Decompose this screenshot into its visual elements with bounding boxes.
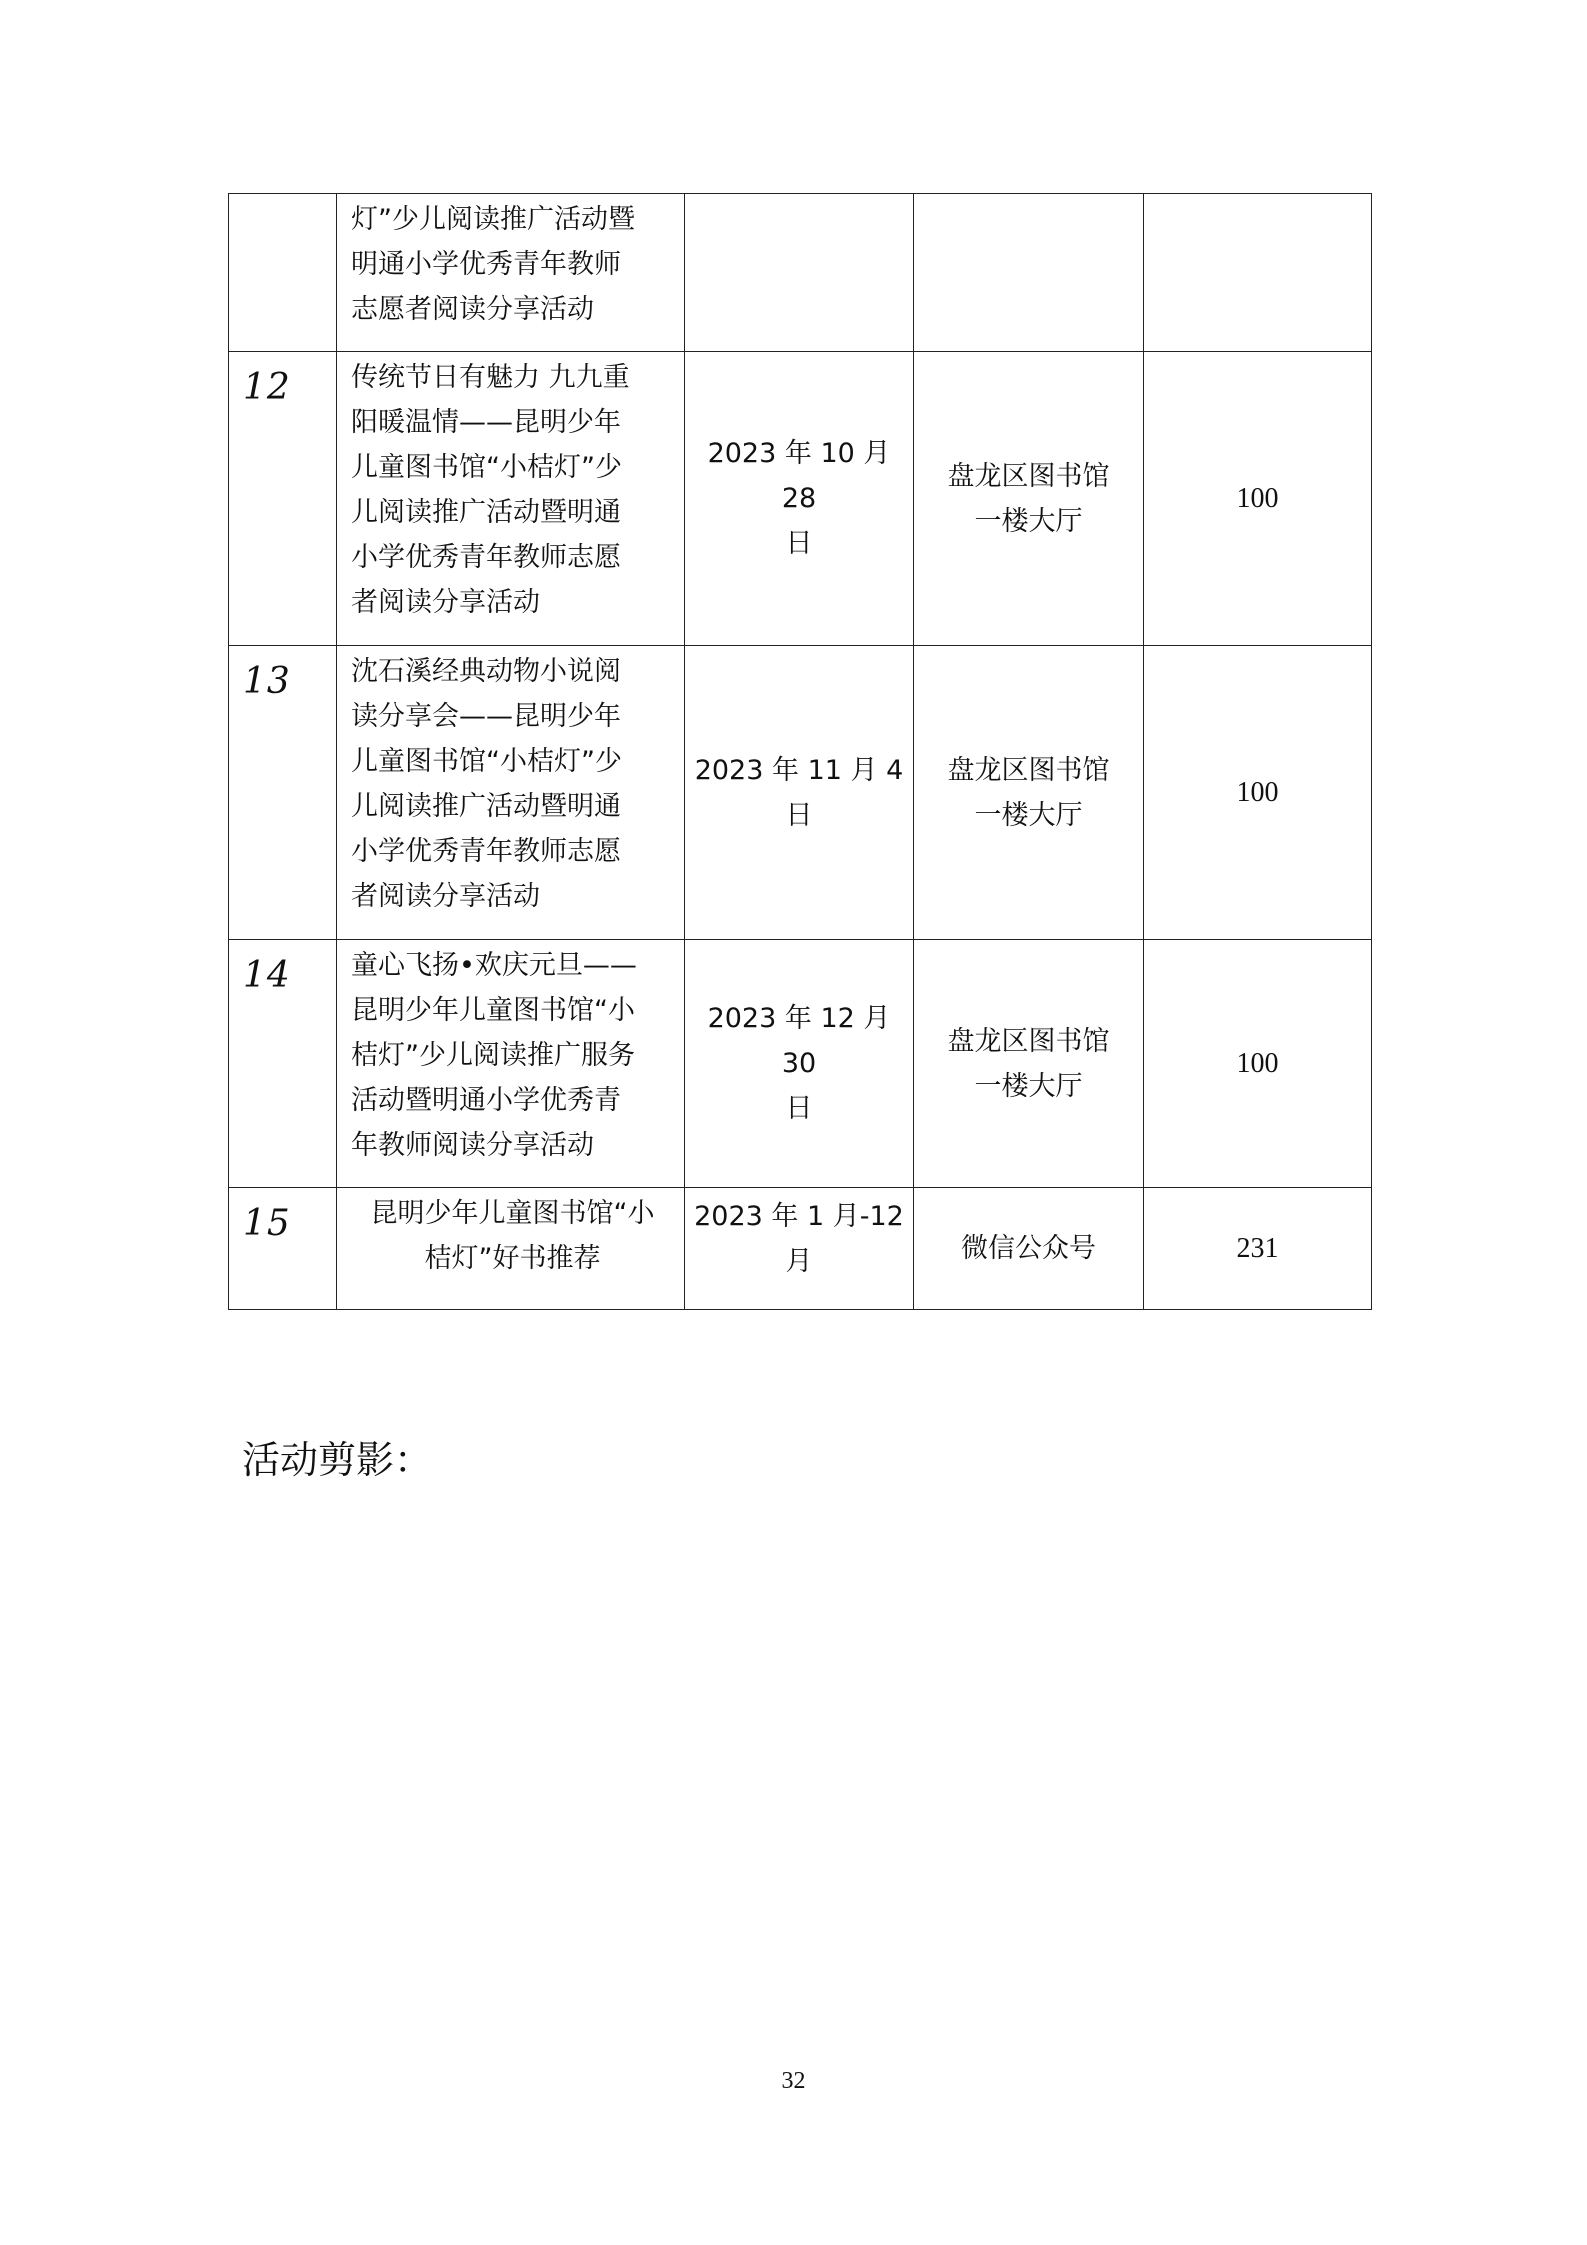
table-row [229, 940, 1372, 1188]
activity-name: 传统节日有魅力 九九重 阳暖温情——昆明少年 儿童图书馆“小桔灯”少 儿阅读推广活动暨明通 小学优秀青年教师志愿 者阅读分享活动 [351, 362, 630, 618]
activity-date-cell [685, 352, 914, 646]
activity-date-cell [685, 646, 914, 940]
activity-name: 灯”少儿阅读推广活动暨 明通小学优秀青年教师 志愿者阅读分享活动 [351, 204, 635, 325]
section-heading: 活动剪影： [242, 1438, 433, 1482]
participant-count: 100 [1236, 1048, 1279, 1079]
row-number [229, 194, 336, 208]
table-row [229, 1188, 1372, 1310]
page-number: 32 [781, 2068, 806, 2094]
activity-name: 童心飞扬•欢庆元旦—— 昆明少年儿童图书馆“小 桔灯”少儿阅读推广服务 活动暨明通小学优秀青 年教师阅读分享活动 [351, 950, 637, 1161]
activity-place-cell [914, 1188, 1144, 1310]
participant-count-cell [1144, 646, 1372, 940]
participant-count: 100 [1236, 777, 1279, 808]
activity-place: 微信公众号 [961, 1233, 1096, 1264]
activity-name-cell [337, 940, 685, 1188]
activity-name-cell [337, 352, 685, 646]
row-number-cell [229, 646, 337, 940]
table-row [229, 646, 1372, 940]
row-number-cell [229, 1188, 337, 1310]
activity-date: 2023 年 12 月 30 日 [707, 1003, 891, 1124]
participant-count-cell [1144, 1188, 1372, 1310]
activity-name: 昆明少年儿童图书馆“小 桔灯”好书推荐 [370, 1198, 655, 1274]
activity-place: 盘龙区图书馆 一楼大厅 [947, 460, 1110, 537]
row-number-cell [229, 940, 337, 1188]
activity-place: 盘龙区图书馆 一楼大厅 [947, 1025, 1110, 1102]
activity-place-cell [914, 940, 1144, 1188]
row-number: 12 [243, 367, 291, 408]
table-row [229, 194, 1372, 352]
participant-count-cell [1144, 940, 1372, 1188]
participant-count: 231 [1236, 1233, 1279, 1264]
activity-place-cell [914, 352, 1144, 646]
row-number: 15 [243, 1203, 291, 1244]
participant-count-cell [1144, 194, 1372, 352]
activity-date-cell [685, 194, 914, 352]
activity-date: 2023 年 10 月 28 日 [707, 438, 891, 559]
participant-count-cell [1144, 352, 1372, 646]
activity-date: 2023 年 1 月-12 月 [694, 1201, 904, 1277]
activity-name-cell [337, 1188, 685, 1310]
activity-place-cell [914, 194, 1144, 352]
row-number: 13 [243, 661, 291, 702]
participant-count: 100 [1236, 483, 1279, 514]
activity-name: 沈石溪经典动物小说阅 读分享会——昆明少年 儿童图书馆“小桔灯”少 儿阅读推广活动暨明通 小学优秀青年教师志愿 者阅读分享活动 [351, 656, 622, 912]
table-row [229, 352, 1372, 646]
activity-table [228, 193, 1372, 1310]
activity-name-cell [337, 646, 685, 940]
activity-date-cell [685, 940, 914, 1188]
activity-name-cell [337, 194, 685, 352]
activity-date-cell [685, 1188, 914, 1310]
activity-place-cell [914, 646, 1144, 940]
row-number-cell [229, 194, 337, 352]
activity-date: 2023 年 11 月 4 日 [694, 754, 904, 831]
row-number-cell [229, 352, 337, 646]
activity-place: 盘龙区图书馆 一楼大厅 [947, 754, 1110, 831]
row-number: 14 [243, 955, 291, 996]
